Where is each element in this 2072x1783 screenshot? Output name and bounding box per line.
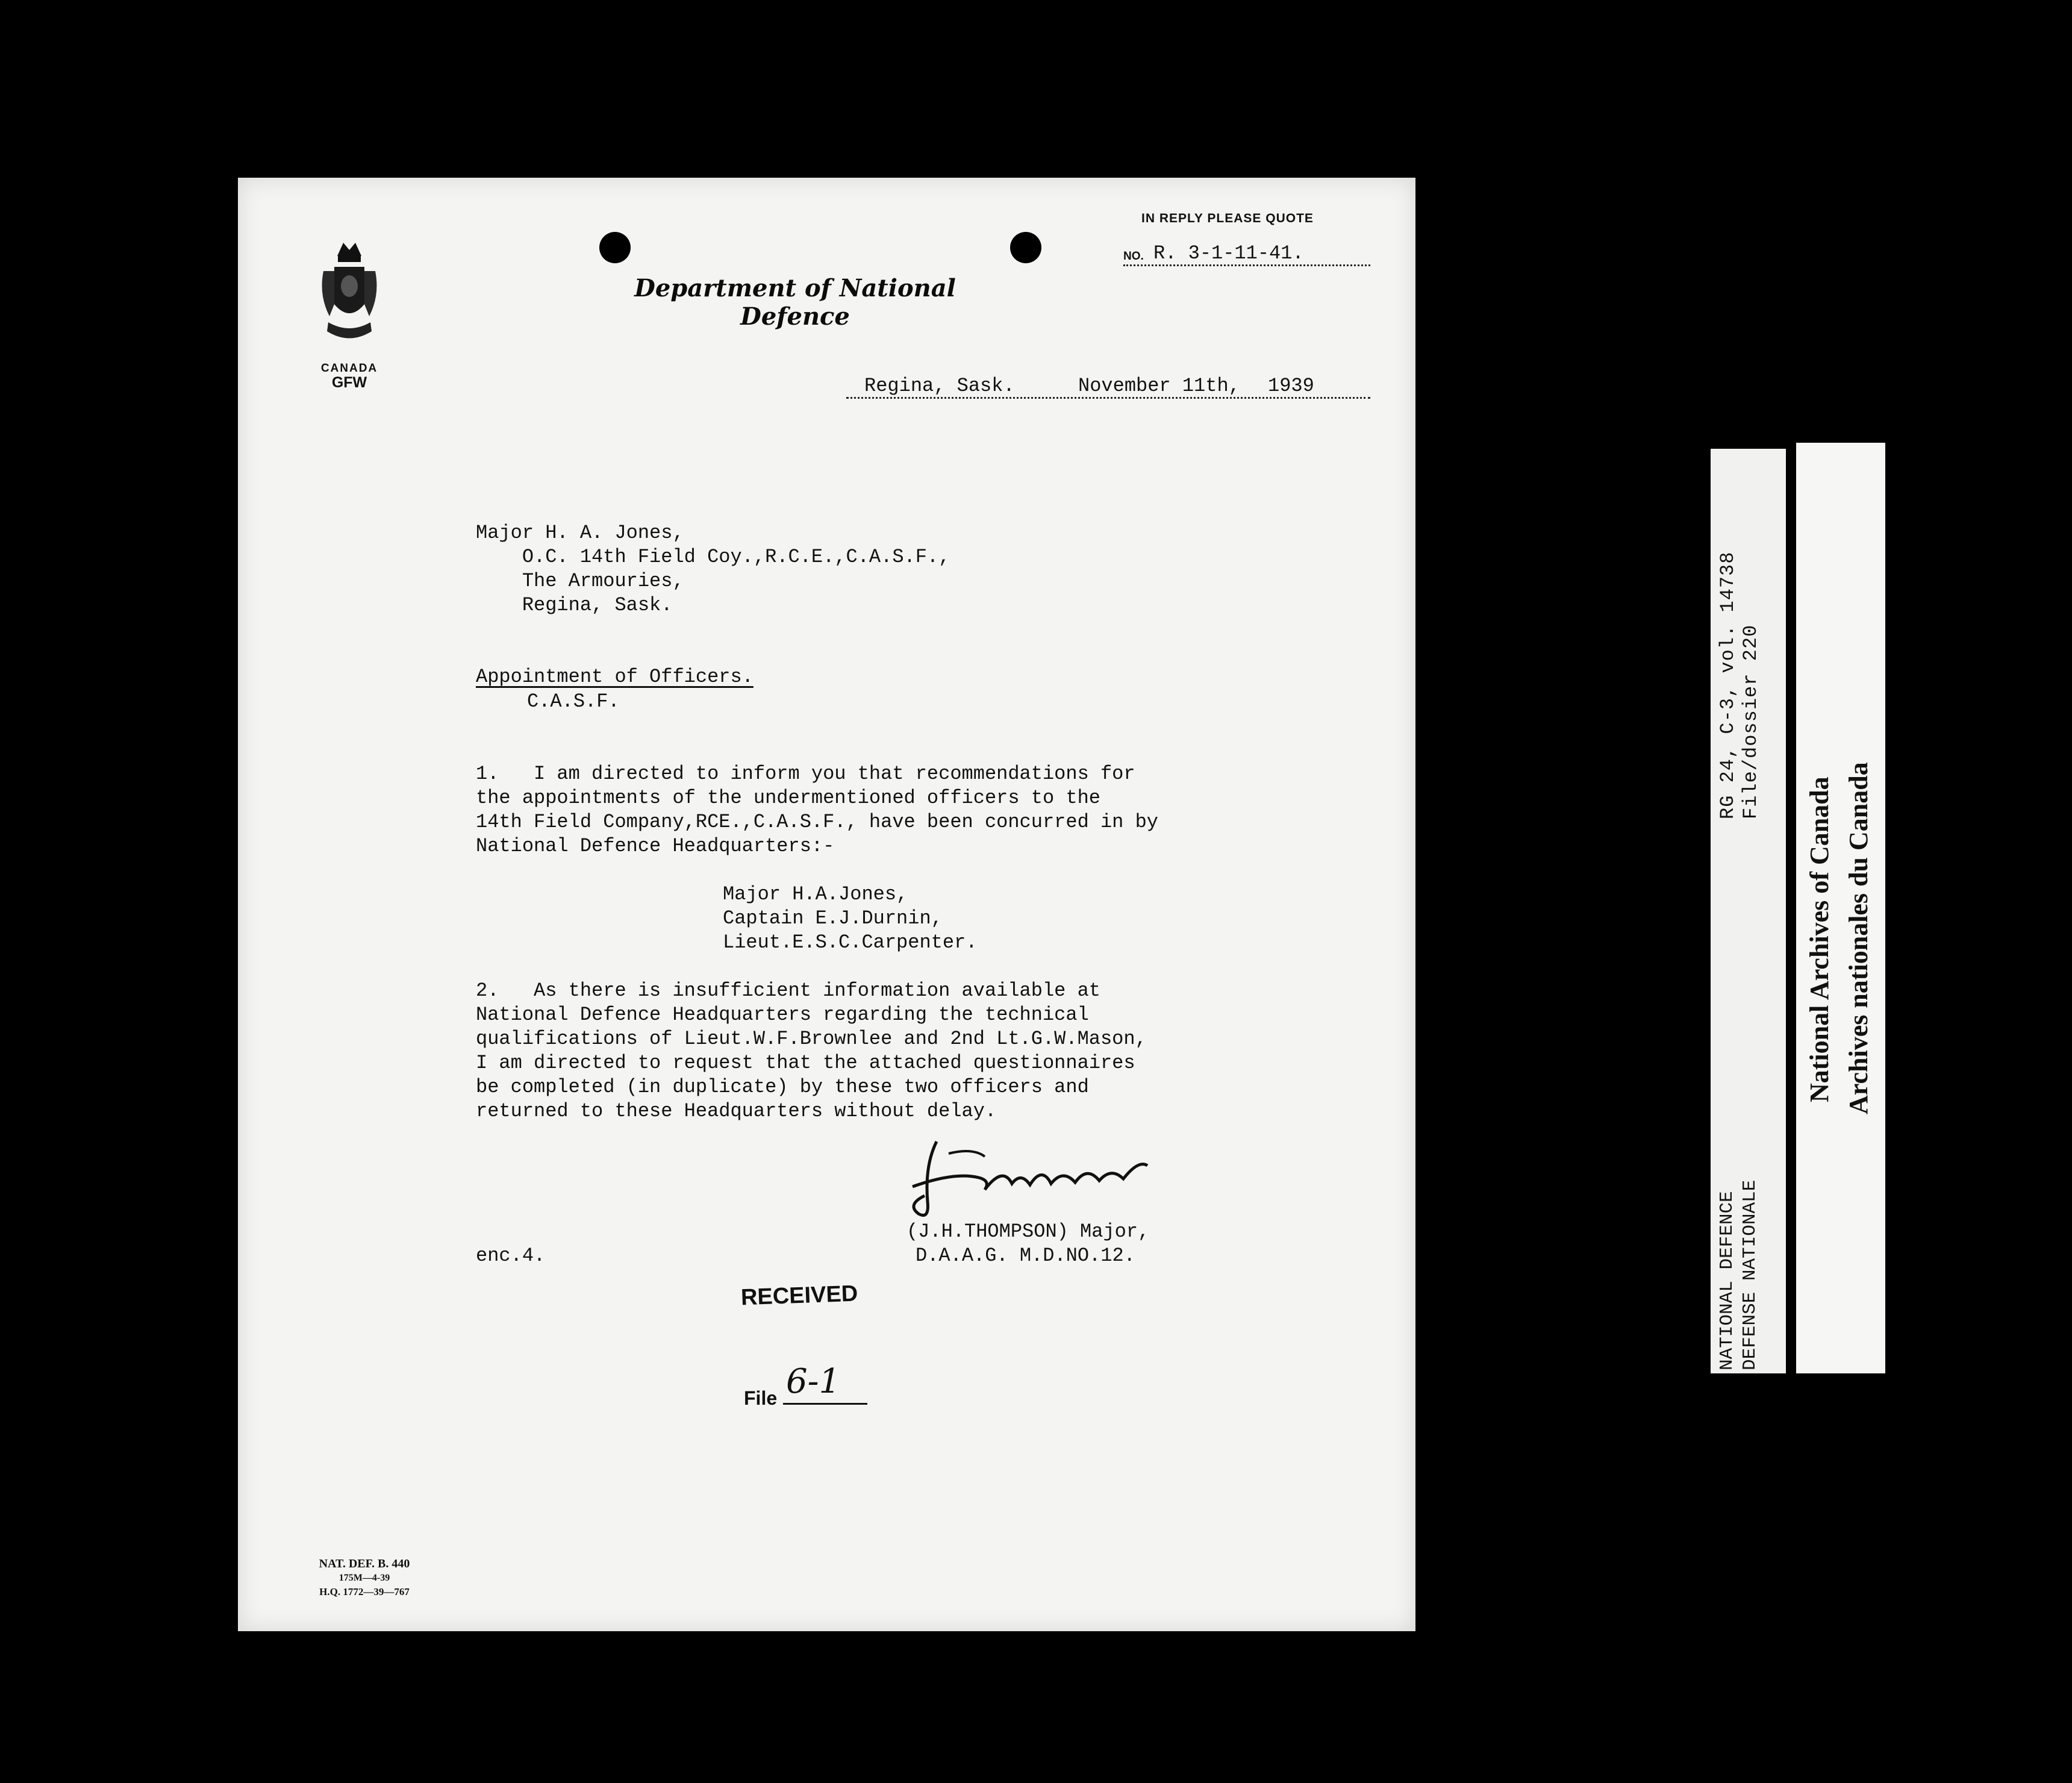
reply-quote-label: IN REPLY PLEASE QUOTE xyxy=(1141,211,1314,225)
signatory-title: D.A.A.G. M.D.NO.12. xyxy=(916,1244,1135,1267)
paragraph-line: National Defence Headquarters regarding the technical xyxy=(476,1004,1089,1026)
paragraph-line: I am directed to request that the attached questionnaires xyxy=(476,1052,1135,1074)
subject-subtitle: C.A.S.F. xyxy=(527,690,620,713)
department-title: Department of National Defence xyxy=(634,274,956,331)
file-stamp xyxy=(744,1362,888,1410)
reference-number-field xyxy=(1123,240,1370,266)
paragraph-line: be completed (in duplicate) by these two officers and xyxy=(476,1076,1089,1098)
file-label: File xyxy=(744,1387,778,1409)
paragraph-line: 2. As there is insufficient information available at xyxy=(476,979,1100,1002)
punch-hole xyxy=(1010,232,1041,263)
date-day: November 11th, xyxy=(1078,375,1240,397)
recipient-line: Regina, Sask. xyxy=(476,594,673,616)
dateline xyxy=(846,372,1370,399)
paragraph-line: returned to these Headquarters without delay. xyxy=(476,1100,997,1122)
received-stamp: RECEIVED xyxy=(740,1281,858,1311)
punch-hole xyxy=(599,232,631,263)
recipient-line: O.C. 14th Field Coy.,R.C.E.,C.A.S.F., xyxy=(476,546,950,568)
letter-sheet xyxy=(238,178,1415,1631)
reference-number: R. 3-1-11-41. xyxy=(1153,242,1304,264)
date-year: 1939 xyxy=(1268,375,1314,397)
officer-name: Captain E.J.Durnin, xyxy=(723,907,943,929)
form-code-line: NAT. DEF. B. 440 xyxy=(319,1557,410,1570)
archive-reference-line: RG 24, C-3, vol. 14738 xyxy=(1717,551,1739,819)
paragraph-line: National Defence Headquarters:- xyxy=(476,835,835,857)
recipient-line: Major H. A. Jones, xyxy=(476,522,684,544)
enclosures: enc.4. xyxy=(476,1244,546,1267)
archives-name-en: National Archives of Canada xyxy=(1805,776,1834,1102)
no-label: NO. xyxy=(1123,250,1144,263)
file-underline xyxy=(783,1403,867,1405)
archive-department-en: NATIONAL DEFENCE xyxy=(1717,1191,1738,1370)
paragraph-line: qualifications of Lieut.W.F.Brownlee and 2nd Lt.G.W.Mason, xyxy=(476,1028,1147,1050)
date-place: Regina, Sask. xyxy=(864,375,1015,397)
handwritten-signature xyxy=(900,1129,1166,1226)
form-code-line: H.Q. 1772—39—767 xyxy=(319,1586,410,1597)
archive-reference-line: File/dossier 220 xyxy=(1740,624,1762,819)
archive-department-fr: DEFENSE NATIONALE xyxy=(1740,1179,1761,1370)
officer-name: Lieut.E.S.C.Carpenter. xyxy=(723,931,978,954)
archives-name-fr: Archives nationales du Canada xyxy=(1844,762,1873,1114)
signatory-name: (J.H.THOMPSON) Major, xyxy=(906,1220,1150,1243)
file-number: 6-1 xyxy=(786,1362,841,1401)
subject-title: Appointment of Officers. xyxy=(476,666,754,688)
strip-divider xyxy=(1786,449,1797,1373)
paragraph-line: the appointments of the undermentioned officers to the xyxy=(476,787,1100,809)
recipient-line: The Armouries, xyxy=(476,570,684,592)
crest-initials-label: GFW xyxy=(331,374,367,391)
paragraph-line: 1. I am directed to inform you that recommendations for xyxy=(476,763,1135,785)
coat-of-arms-icon xyxy=(316,238,382,358)
form-code-line: 175M—4-39 xyxy=(339,1573,390,1583)
officer-name: Major H.A.Jones, xyxy=(723,883,908,905)
crest-country-label: CANADA xyxy=(320,362,378,375)
paragraph-line: 14th Field Company,RCE.,C.A.S.F., have been concurred in by xyxy=(476,811,1158,833)
